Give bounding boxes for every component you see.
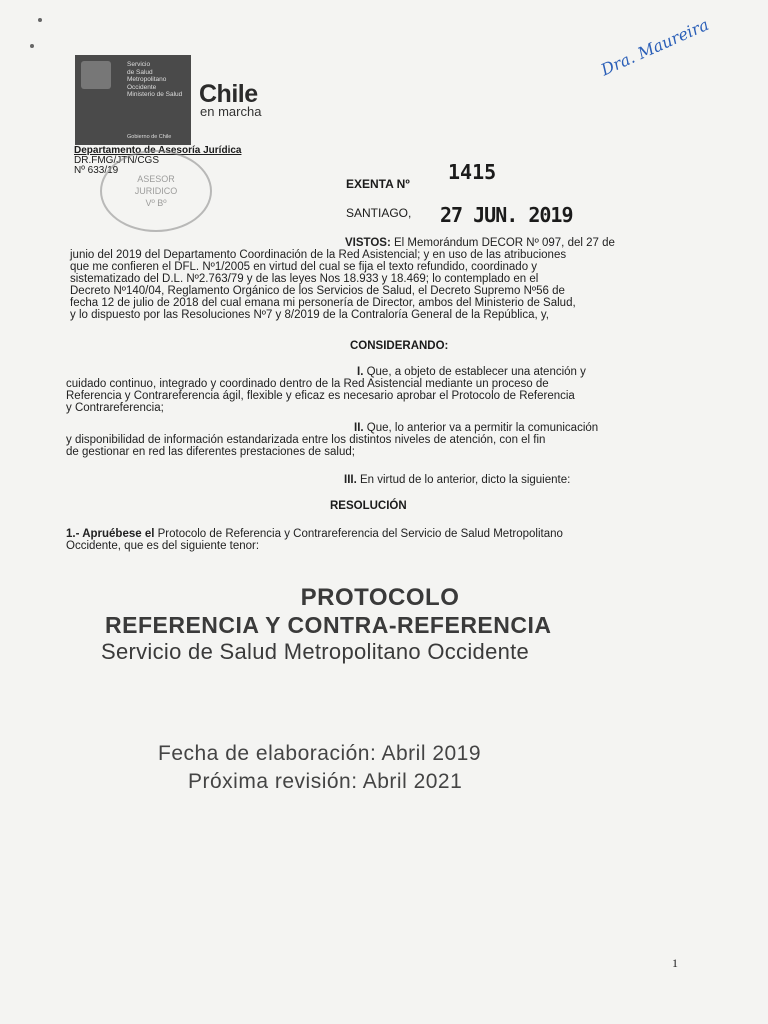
considerando-iii: III. En virtud de lo anterior, dicto la siguiente: [344, 474, 571, 486]
considerando-heading: CONSIDERANDO: [350, 340, 449, 352]
resolution-date: 27 JUN. 2019 [440, 203, 573, 227]
considerando-ii-line: de gestionar en red las diferentes prestaciones de salud; [66, 446, 355, 458]
logo-gobierno: Gobierno de Chile [127, 133, 172, 140]
reference-initials: DR.FMG/JTN/CGS [74, 155, 159, 166]
protocol-service: Servicio de Salud Metropolitano Occidente [101, 639, 530, 664]
reference-number: Nº 633/19 [74, 165, 119, 176]
handwritten-note: Dra. Maureira [598, 14, 712, 80]
scan-speck [30, 44, 34, 48]
revision-date: Próxima revisión: Abril 2021 [188, 770, 463, 793]
resolucion-heading: RESOLUCIÓN [330, 500, 407, 512]
brand-subtitle: en marcha [200, 104, 262, 119]
vistos-line: Decreto Nº140/04, Reglamento Orgánico de los Servicios de Salud, el Decreto Supremo Nº56 de [70, 285, 565, 297]
considerando-i-line: cuidado continuo, integrado y coordinado dentro de la Red Asistencial mediante un proceso de [66, 378, 549, 390]
scan-speck [38, 18, 42, 22]
considerando-i-first: I. Que, a objeto de establecer una atención y [357, 366, 586, 378]
ministry-logo [75, 55, 191, 145]
considerando-i-line: y Contrareferencia; [66, 402, 164, 414]
vistos-line: que me confieren el DFL. Nº1/2005 en virtud del cual se fija el texto refundido, coordinado y [70, 261, 538, 273]
elaboration-date: Fecha de elaboración: Abril 2019 [158, 742, 482, 765]
considerando-ii-line: y disponibilidad de información estandarizada entre los distintos niveles de atención, con el fin [66, 434, 546, 446]
resolucion-item-1-cont: Occidente, que es del siguiente tenor: [66, 540, 260, 552]
protocol-title: PROTOCOLO [300, 584, 460, 611]
exenta-number: 1415 [448, 160, 497, 184]
logo-org-name: Servicio de Salud Metropolitano Occidente Ministerio de Salud [127, 61, 183, 98]
protocol-subtitle: REFERENCIA Y CONTRA-REFERENCIA [105, 612, 552, 638]
page-number: 1 [672, 956, 678, 970]
vistos-line: fecha 12 de julio de 2018 del cual emana mi personería de Director, ambos del Ministerio de Salud, [70, 297, 576, 309]
crest-icon [81, 61, 111, 89]
vistos-line: junio del 2019 del Departamento Coordinación de la Red Asistencial; y en uso de las atribuciones [70, 249, 567, 261]
considerando-ii-first: II. Que, lo anterior va a permitir la comunicación [354, 422, 599, 434]
resolucion-item-1: 1.- Apruébese el Protocolo de Referencia y Contrareferencia del Servicio de Salud Metropolitano [66, 528, 563, 540]
vistos-first-line: VISTOS: El Memorándum DECOR Nº 097, del 27 de [345, 237, 615, 249]
considerando-i-line: Referencia y Contrareferencia ágil, flexible y eficaz es necesario aprobar el Protocolo de Referencia [66, 390, 575, 402]
approval-stamp: ASESOR JURIDICO Vº Bº [100, 150, 212, 232]
exenta-label: EXENTA Nº [346, 177, 410, 191]
vistos-line: y lo dispuesto por las Resoluciones Nº7 y 8/2019 de la Contraloría General de la República, y, [70, 309, 549, 321]
vistos-line: sistematizado del D.L. Nº2.763/79 y de las leyes Nos 18.933 y 18.469; lo contemplado en el [70, 273, 539, 285]
department-name: Departamento de Asesoría Jurídica [74, 145, 242, 156]
brand-chile: Chile [199, 80, 258, 108]
place-label: SANTIAGO, [346, 206, 412, 220]
